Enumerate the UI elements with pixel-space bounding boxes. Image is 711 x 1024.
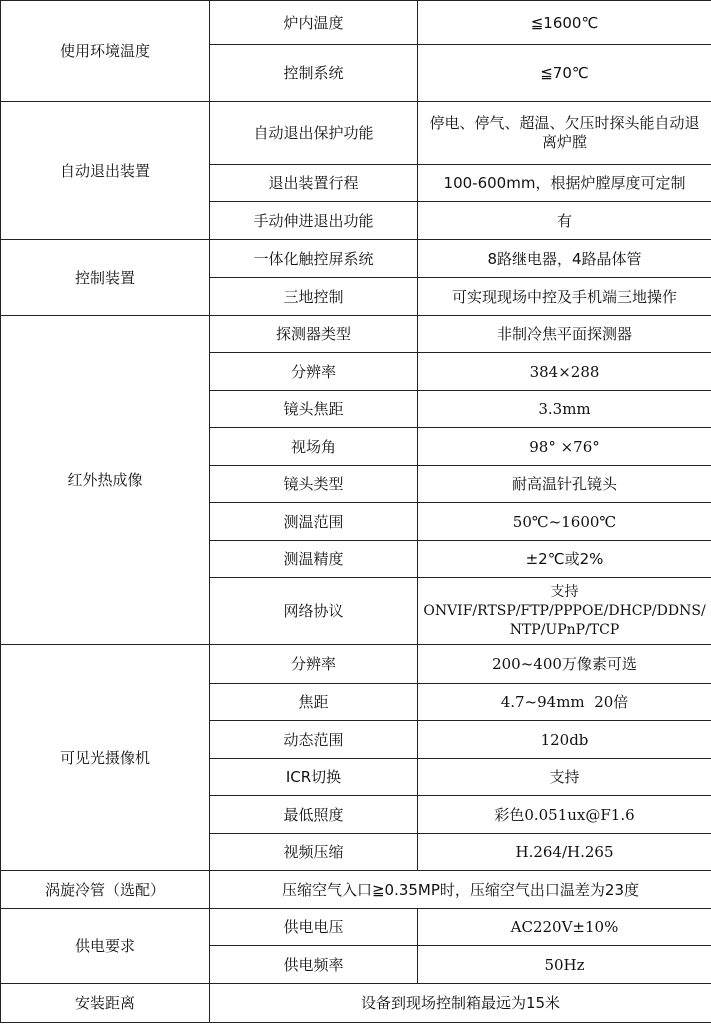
merged-value-cell: 设备到现场控制箱最远为15米	[210, 984, 711, 1023]
table-row	[1, 102, 711, 165]
item-cell: 一体化触控屏系统	[210, 240, 418, 278]
table-row	[1, 909, 711, 946]
table-row	[1, 316, 711, 353]
value-cell: ≦70℃	[418, 45, 711, 102]
value-cell: 4.7~94mm 20倍	[418, 684, 711, 721]
item-cell: 网络协议	[210, 578, 418, 645]
value-cell: 可实现现场中控及手机端三地操作	[418, 278, 711, 316]
item-cell: 供电频率	[210, 946, 418, 984]
item-cell: 探测器类型	[210, 316, 418, 353]
item-cell: 焦距	[210, 684, 418, 721]
item-cell: 退出装置行程	[210, 165, 418, 202]
value-cell: 98° ×76°	[418, 428, 711, 466]
value-cell: AC220V±10%	[418, 909, 711, 946]
category-cell: 控制装置	[1, 240, 210, 316]
value-cell: 384×288	[418, 353, 711, 391]
merged-value-cell: 压缩空气入口≧0.35MP时，压缩空气出口温差为23度	[210, 871, 711, 909]
item-cell: 镜头焦距	[210, 391, 418, 428]
table-row	[1, 645, 711, 684]
item-cell: 测温范围	[210, 503, 418, 541]
item-cell: 炉内温度	[210, 1, 418, 45]
category-cell: 使用环境温度	[1, 1, 210, 102]
item-cell: 分辨率	[210, 353, 418, 391]
value-cell: 50Hz	[418, 946, 711, 984]
category-cell: 红外热成像	[1, 316, 210, 645]
category-cell: 自动退出装置	[1, 102, 210, 240]
value-cell: H.264/H.265	[418, 834, 711, 871]
category-cell: 涡旋冷管（选配）	[1, 871, 210, 909]
item-cell: 动态范围	[210, 721, 418, 759]
item-cell: 最低照度	[210, 796, 418, 834]
item-cell: 镜头类型	[210, 466, 418, 503]
value-cell: 8路继电器，4路晶体管	[418, 240, 711, 278]
value-cell: 120db	[418, 721, 711, 759]
item-cell: 测温精度	[210, 541, 418, 578]
value-cell: 停电、停气、超温、欠压时探头能自动退离炉膛	[418, 102, 711, 165]
value-cell: 50℃~1600℃	[418, 503, 711, 541]
value-cell: 耐高温针孔镜头	[418, 466, 711, 503]
item-cell: 视场角	[210, 428, 418, 466]
item-cell: 视频压缩	[210, 834, 418, 871]
item-cell: 自动退出保护功能	[210, 102, 418, 165]
value-cell: 200~400万像素可选	[418, 645, 711, 684]
value-cell: 3.3mm	[418, 391, 711, 428]
value-cell: 支持 ONVIF/RTSP/FTP/PPPOE/DHCP/DDNS/NTP/UPnP/TCP	[418, 578, 711, 645]
table-row	[1, 1, 711, 45]
category-cell: 可见光摄像机	[1, 645, 210, 871]
value-cell: 非制冷焦平面探测器	[418, 316, 711, 353]
item-cell: 控制系统	[210, 45, 418, 102]
value-cell: 有	[418, 202, 711, 240]
item-cell: ICR切换	[210, 759, 418, 796]
category-cell: 安装距离	[1, 984, 210, 1023]
value-cell: 彩色0.051ux@F1.6	[418, 796, 711, 834]
value-cell: 100-600mm，根据炉膛厚度可定制	[418, 165, 711, 202]
item-cell: 供电电压	[210, 909, 418, 946]
table-row	[1, 984, 711, 1023]
value-cell: ≦1600℃	[418, 1, 711, 45]
item-cell: 手动伸进退出功能	[210, 202, 418, 240]
value-cell: ±2℃或2%	[418, 541, 711, 578]
category-cell: 供电要求	[1, 909, 210, 984]
item-cell: 三地控制	[210, 278, 418, 316]
item-cell: 分辨率	[210, 645, 418, 684]
value-cell: 支持	[418, 759, 711, 796]
table-row	[1, 871, 711, 909]
table-row	[1, 240, 711, 278]
